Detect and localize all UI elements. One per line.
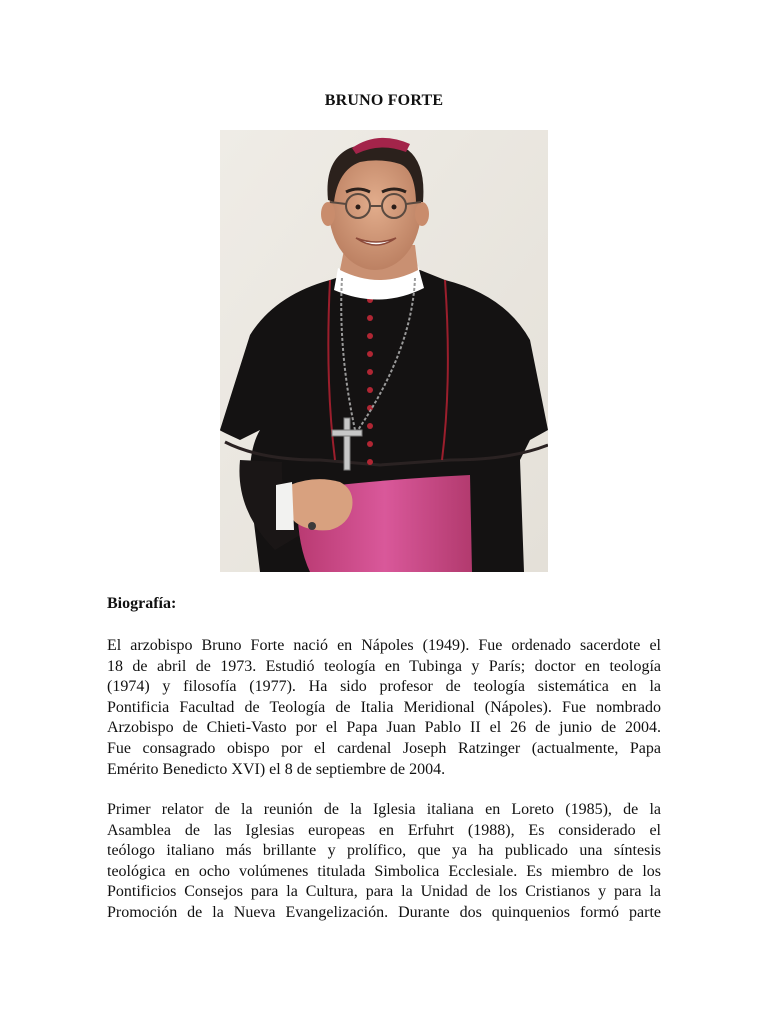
paragraph-line: Asamblea de las Iglesias europeas en Erfuhrt (1988), Es considerado el <box>107 821 661 839</box>
paragraph-line: Promoción de la Nueva Evangelización. Durante dos quinquenios formó parte <box>107 903 661 921</box>
paragraph-line: Emérito Benedicto XVI) el 8 de septiembre de 2004. <box>107 760 446 778</box>
paragraph-line: El arzobispo Bruno Forte nació en Nápoles (1949). Fue ordenado sacerdote el <box>107 637 661 654</box>
hand <box>287 479 353 530</box>
page-title: BRUNO FORTE <box>324 92 444 109</box>
paragraph-biography-1 <box>107 636 661 780</box>
paragraph-biography-2 <box>107 800 661 924</box>
paragraph-line: Pontificios Consejos para la Cultura, para la Unidad de los Cristianos y para la <box>107 883 661 901</box>
paragraph-line: Primer relator de la reunión de la Iglesia italiana en Loreto (1985), de la <box>107 801 661 818</box>
paragraph-line: Fue consagrado obispo por el cardenal Joseph Ratzinger (actualmente, Papa <box>107 739 661 757</box>
portrait-illustration <box>220 130 548 572</box>
paragraph-line: (1974) y filosofía (1977). Ha sido profesor de teología sistemática en la <box>107 678 661 696</box>
portrait-photo <box>220 130 548 572</box>
paragraph-line: Arzobispo de Chieti-Vasto por el Papa Juan Pablo II el 26 de junio de 2004. <box>107 719 661 737</box>
paragraph-line: teólogo italiano más brillante y prolífico, que ya ha publicado una síntesis <box>107 842 661 860</box>
paragraph-line: 18 de abril de 1973. Estudió teología en Tubinga y París; doctor en teología <box>107 657 661 675</box>
paragraph-line: Pontificia Facultad de Teología de Italia Meridional (Nápoles). Fue nombrado <box>107 698 661 716</box>
paragraph-line: teológica en ocho volúmenes titulada Simbolica Ecclesiale. Es miembro de los <box>107 862 661 880</box>
section-heading: Biografía: <box>107 595 177 612</box>
cuff <box>276 482 294 530</box>
